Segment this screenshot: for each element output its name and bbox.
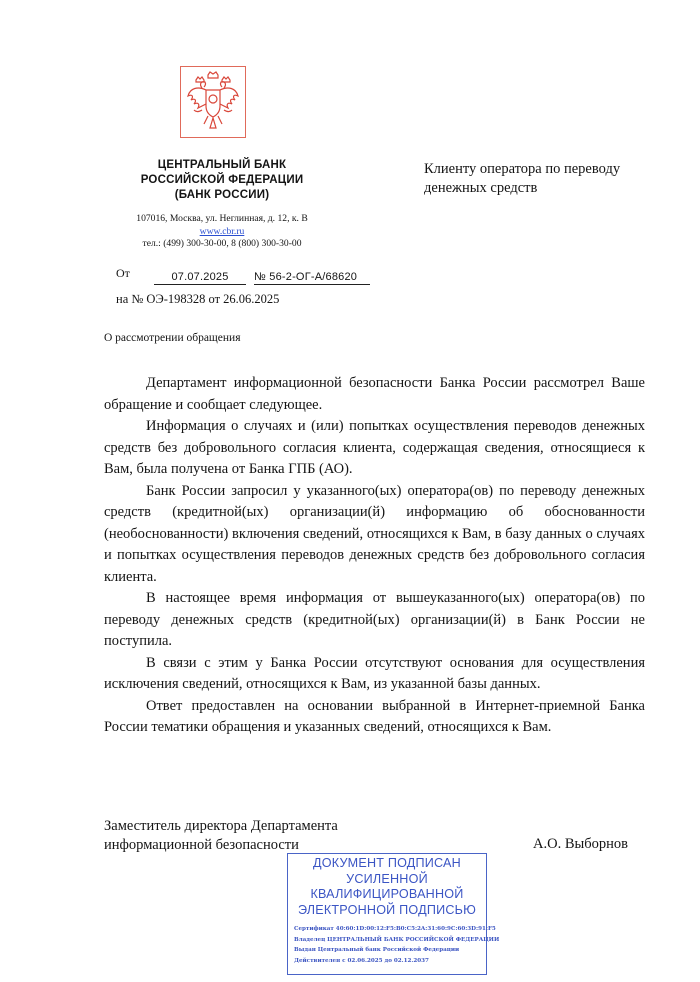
- paragraph-5: В связи с этим у Банка России отсутствуют основания для осуществления исключения сведений, относящихся к Вам, из указанной базы данных.: [104, 654, 645, 692]
- paragraph-1: Департамент информационной безопасности Банка России рассмотрел Ваше обращение и сообщает следующее.: [104, 375, 645, 413]
- stamp-title: ДОКУМЕНТ ПОДПИСАН УСИЛЕННОЙ КВАЛИФИЦИРОВАННОЙ ЭЛЕКТРОННОЙ ПОДПИСЬЮ: [297, 856, 477, 917]
- bank-address: 107016, Москва, ул. Неглинная, д. 12, к. В: [136, 213, 308, 224]
- bank-name: ЦЕНТРАЛЬНЫЙ БАНК РОССИЙСКОЙ ФЕДЕРАЦИИ (БАНК РОССИИ): [140, 159, 304, 201]
- paragraph-4: В настоящее время информация от вышеуказанного(ых) оператора(ов) по переводу денежных средств (кредитной(ых) организации(й) в Банк России не поступила.: [104, 590, 645, 649]
- paragraph-6: Ответ предоставлен на основании выбранной в Интернет-приемной Банка России тематики обращения и указанных сведений, относящихся к Вам.: [104, 697, 645, 735]
- letter-date: 07.07.2025: [154, 271, 246, 285]
- coat-of-arms-icon: [180, 66, 246, 138]
- from-label: От: [116, 266, 130, 280]
- signer-position: Заместитель директора Департамента информационной безопасности: [104, 818, 338, 853]
- letter-body: [104, 373, 645, 739]
- stamp-validity: Действителен с 02.06.2025 до 02.12.2037: [294, 957, 429, 964]
- electronic-signature-stamp: [287, 853, 500, 975]
- recipient: Клиенту оператора по переводу денежных средств: [424, 161, 621, 196]
- bank-phones: тел.: (499) 300-30-00, 8 (800) 300-30-00: [142, 238, 302, 249]
- signer-name: А.О. Выборнов: [533, 836, 628, 852]
- reply-reference: на № ОЭ-198328 от 26.06.2025: [116, 292, 280, 306]
- bank-contacts: [102, 213, 342, 251]
- bank-website-link[interactable]: www.cbr.ru: [199, 225, 245, 237]
- stamp-issuer: Выдан Центральный банк Российской Федерации: [294, 947, 460, 953]
- subject-line: О рассмотрении обращения: [104, 332, 241, 344]
- stamp-certificate: Сертификат 40:60:1D:00:12:F5:B0:C5:2A:31:60:9C:60:3D:91:F5: [294, 926, 496, 932]
- stamp-owner: Владелец ЦЕНТРАЛЬНЫЙ БАНК РОССИЙСКОЙ ФЕДЕРАЦИИ: [294, 936, 500, 943]
- outgoing-reference: [116, 266, 386, 284]
- stamp-details: [288, 924, 500, 966]
- paragraph-2: Информация о случаях и (или) попытках осуществления переводов денежных средств без добровольного согласия клиента, содержащая сведения, относящиеся к Вам, была получена от Банка ГПБ (АО).: [104, 418, 645, 477]
- bank-header: [102, 158, 342, 251]
- letter-number: № 56-2-ОГ-А/68620: [254, 271, 370, 285]
- paragraph-3: Банк России запросил у указанного(ых) оператора(ов) по переводу денежных средств (кредитной(ых) организации(й) информацию об обоснованности (необоснованности) включения сведений, относящихся к Вам, в базу данных о случаях и попытках осуществления переводов денежных средств без добровольного согласия клиента.: [104, 482, 645, 585]
